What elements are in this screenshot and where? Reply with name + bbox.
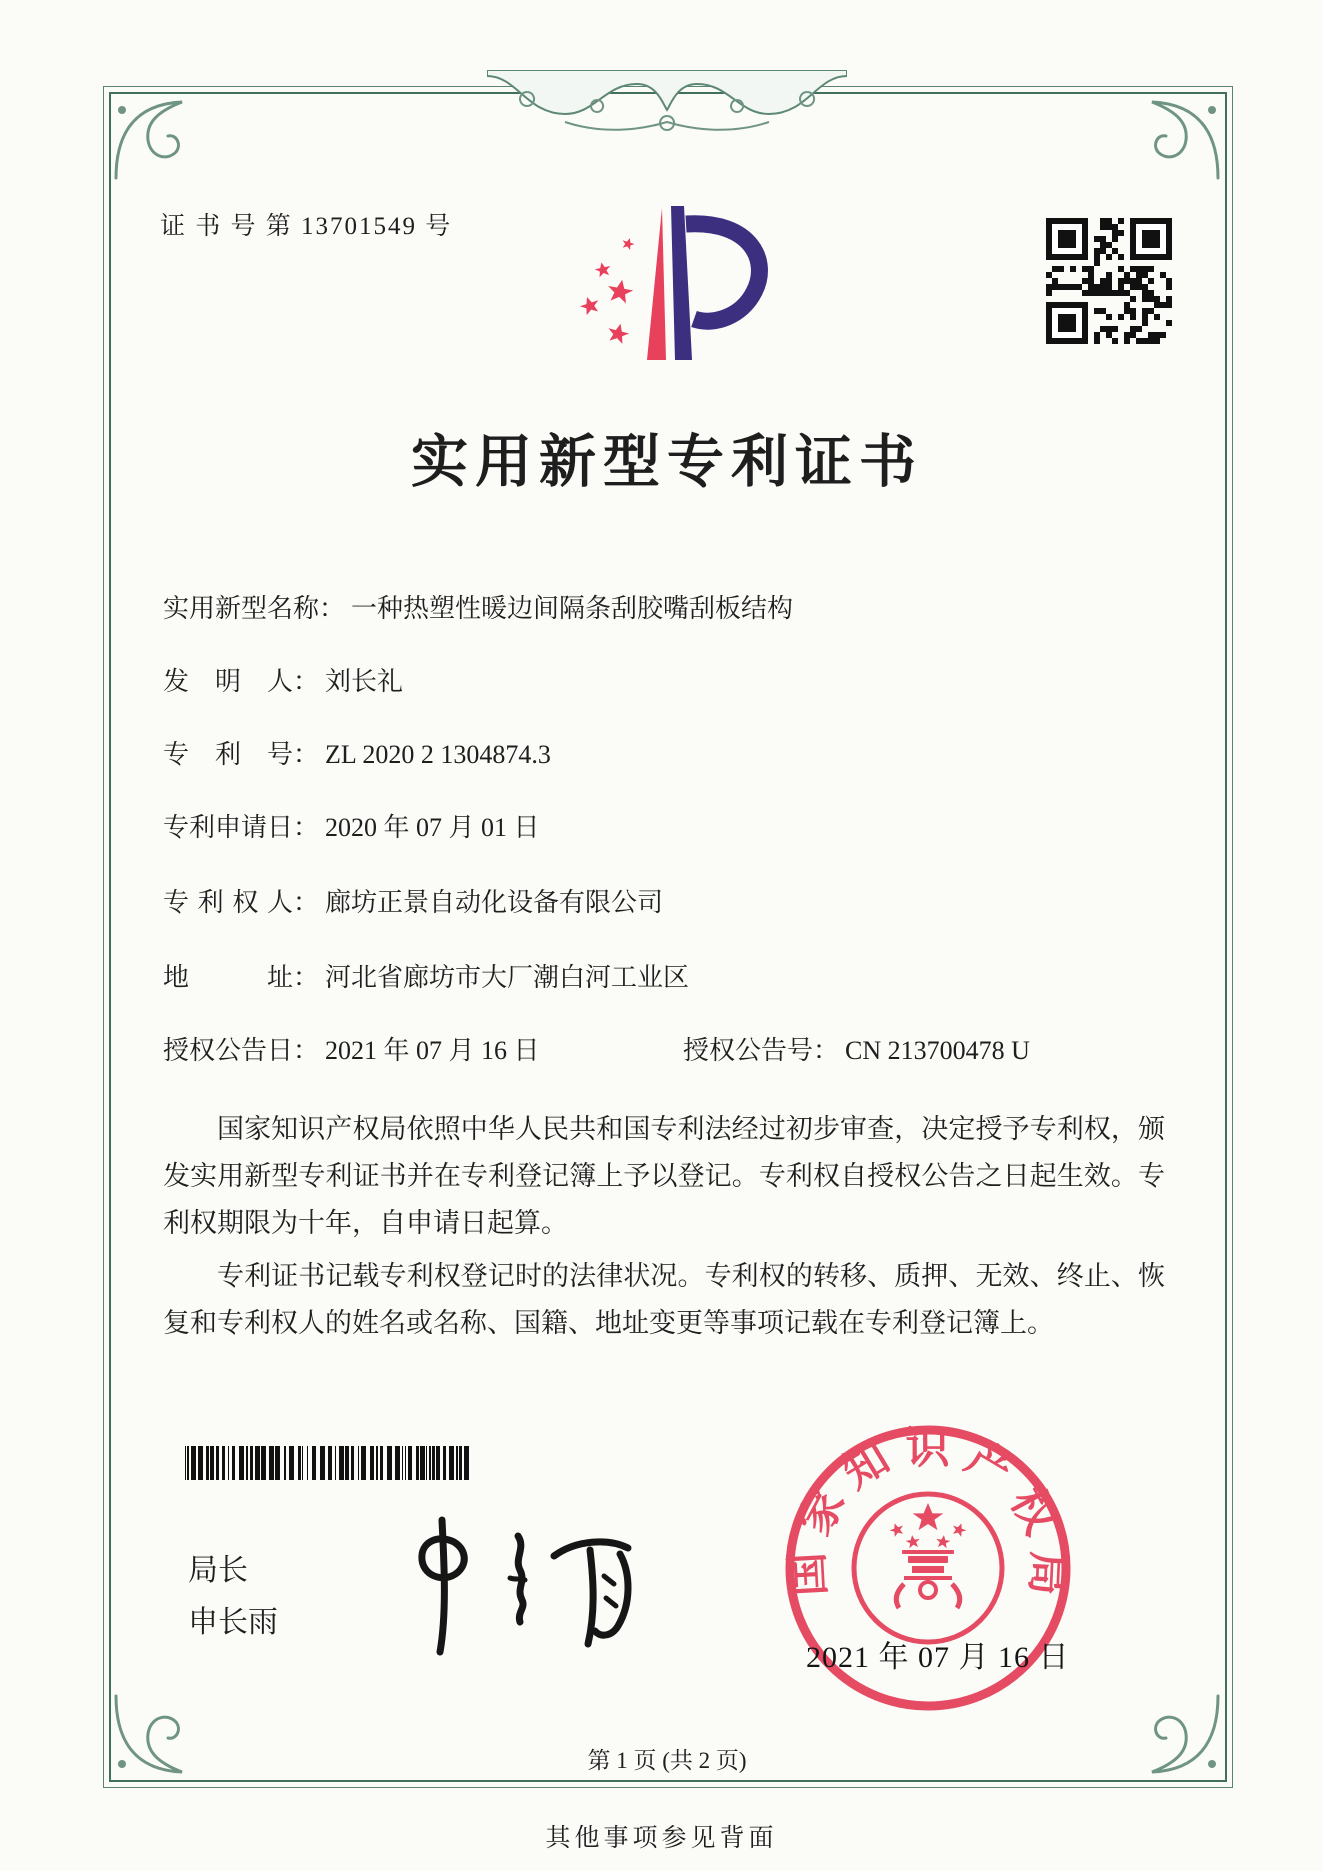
field-inventor [163, 661, 1173, 698]
legal-text [163, 1106, 1165, 1353]
signatory-name: 申长雨 [188, 1606, 278, 1639]
field-label: 专利申请日 [163, 813, 294, 842]
field-colon: ： [293, 740, 320, 769]
cnipa-logo-icon [556, 200, 776, 372]
field-value: 2020 年 07 月 01 日 [325, 813, 540, 842]
signatory-block [188, 1556, 278, 1638]
field-value: 廊坊正景自动化设备有限公司 [325, 888, 664, 917]
field-value: ZL 2020 2 1304874.3 [325, 740, 551, 769]
back-side-note: 其他事项参见背面 [545, 1825, 778, 1852]
field-patent-number [163, 734, 1173, 771]
field-colon: ： [293, 813, 320, 842]
field-colon: ： [293, 888, 320, 917]
field-value: 河北省廊坊市大厂潮白河工业区 [325, 963, 690, 992]
certificate-number: 证 书 号 第 13701549 号 [160, 213, 453, 240]
field-colon: ： [293, 963, 320, 992]
signatory-title: 局长 [188, 1554, 248, 1587]
field-value: CN 213700478 U [845, 1036, 1030, 1065]
legal-paragraph-2: 专利证书记载专利权登记时的法律状况。专利权的转移、质押、无效、终止、恢复和专利权人的姓名或名称、国籍、地址变更等事项记载在专利登记簿上。 [163, 1261, 1165, 1338]
field-label: 授权公告日 [163, 1036, 294, 1065]
field-grant-date [163, 1036, 540, 1065]
qr-code [1046, 218, 1172, 344]
field-colon: ： [293, 1036, 320, 1065]
seal-text: 国家知识产权局 [783, 1423, 1073, 1598]
legal-paragraph-1: 国家知识产权局依照中华人民共和国专利法经过初步审查，决定授予专利权，颁发实用新型专利证书并在专利登记簿上予以登记。专利权自授权公告之日起生效。专利权期限为十年，自申请日起算。 [163, 1114, 1165, 1238]
seal-date: 2021 年 07 月 16 日 [806, 1641, 1070, 1674]
field-grant-number [683, 1030, 1030, 1067]
director-signature [368, 1512, 638, 1662]
field-colon: ： [293, 667, 320, 696]
field-address [163, 957, 1173, 994]
page-number: 第 1 页 (共 2 页) [587, 1748, 747, 1773]
field-label: 专利号 [163, 740, 293, 769]
field-value: 一种热塑性暖边间隔条刮胶嘴刮板结构 [351, 594, 794, 623]
field-colon: ： [319, 594, 346, 623]
field-label: 实用新型名称 [163, 594, 320, 623]
field-filing-date [163, 807, 1173, 844]
field-label: 授权公告号 [683, 1036, 814, 1065]
field-value: 刘长礼 [325, 667, 404, 696]
field-patentee [163, 882, 1173, 919]
field-label: 专利权人 [163, 888, 293, 917]
barcode [185, 1446, 475, 1485]
field-label: 发明人 [163, 667, 293, 696]
field-utility-model-name [163, 588, 1173, 625]
field-colon: ： [813, 1036, 840, 1065]
field-label: 地址 [163, 963, 293, 992]
certificate-title: 实用新型专利证书 [411, 431, 923, 494]
field-grant-row [163, 1030, 1173, 1067]
field-value: 2021 年 07 月 16 日 [325, 1036, 540, 1065]
